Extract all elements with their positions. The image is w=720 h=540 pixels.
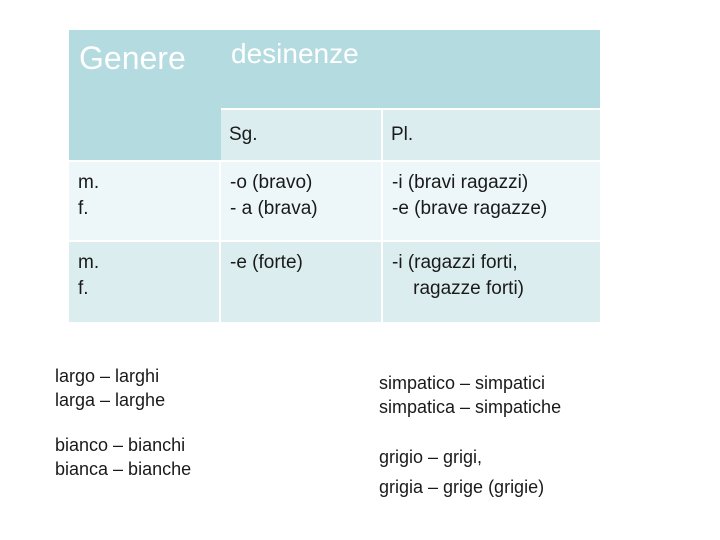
row2-singular [221,242,381,322]
row2-pl-f: ragazze forti) [392,278,524,299]
row1-genere [69,162,219,240]
row1-sg-m: -o (bravo) [230,172,313,193]
header-genere: Genere [69,30,221,160]
example-largo [55,364,165,412]
example-bianco-f: bianca – bianche [55,459,192,479]
row2-genere [69,242,219,322]
example-simpatico-f: simpatica – simpatiche [379,397,562,417]
row2-genere-f: f. [78,278,89,299]
row1-singular [221,162,381,240]
row1-genere-m: m. [78,172,100,193]
header-plural: Pl. [383,110,600,160]
example-grigio-m: grigio – grigi, [379,447,483,467]
example-simpatico-m: simpatico – simpatici [379,373,546,393]
example-simpatico [379,371,561,419]
row1-plural [383,162,600,240]
row2-sg: -e (forte) [230,252,303,273]
header-singular: Sg. [221,110,381,160]
example-bianco-m: bianco – bianchi [55,435,186,455]
row1-sg-f: - a (brava) [230,198,318,219]
example-grigio [379,442,544,502]
row1-pl-f: -e (brave ragazze) [392,198,548,219]
row2-pl-m: -i (ragazzi forti, [392,252,518,273]
example-largo-m: largo – larghi [55,366,160,386]
row1-pl-m: -i (bravi ragazzi) [392,172,529,193]
example-bianco [55,433,191,481]
header-desinenze: desinenze [221,30,600,108]
endings-table [69,30,600,322]
row2-genere-m: m. [78,252,100,273]
example-grigio-f: grigia – grige (grigie) [379,477,545,497]
row1-genere-f: f. [78,198,89,219]
row2-plural [383,242,600,322]
example-largo-f: larga – larghe [55,390,166,410]
